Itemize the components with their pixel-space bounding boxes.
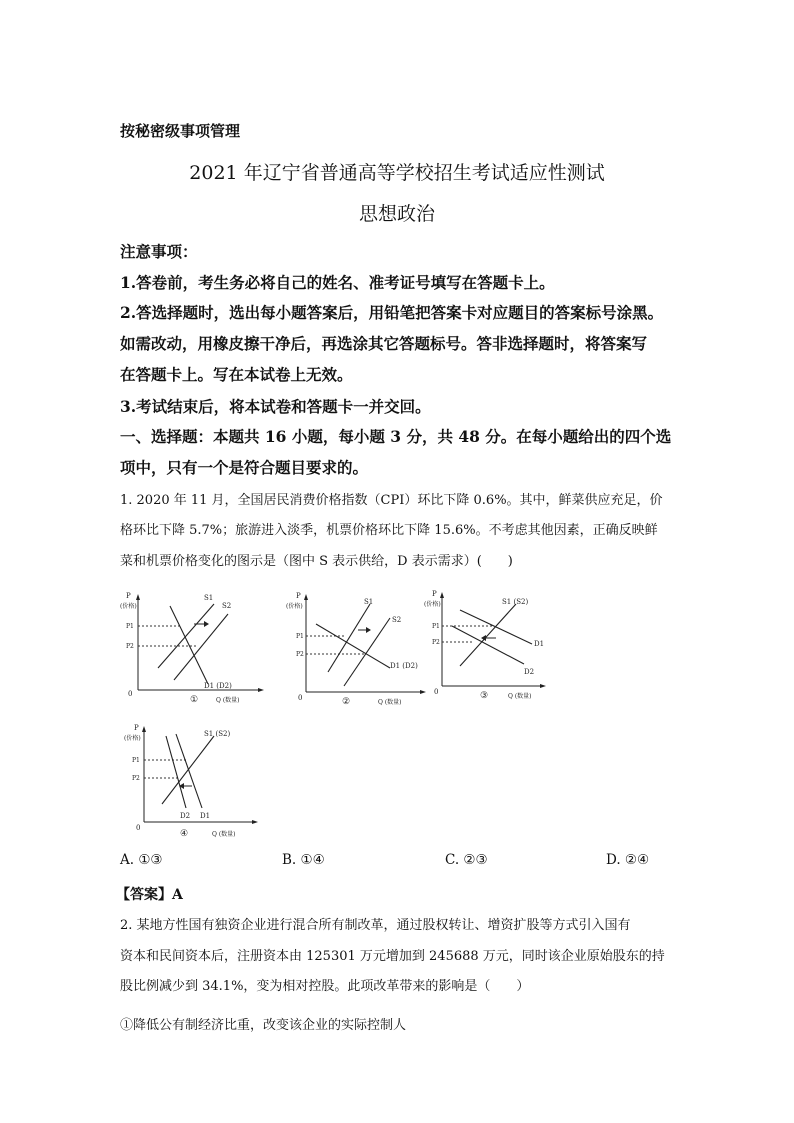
curve-label: S1	[204, 594, 214, 602]
axis-label-p: P	[432, 590, 437, 598]
question-text: 菜和机票价格变化的图示是（图中 S 表示供给，D 表示需求）( )	[120, 554, 513, 569]
curve-label: D1 (D2)	[204, 682, 232, 690]
tick-p2: P2	[126, 643, 134, 650]
curve-label: S2	[222, 602, 232, 610]
question-text: ①降低公有制经济比重，改变该企业的实际控制人	[120, 1018, 407, 1033]
option-a: A. ①③	[120, 852, 163, 868]
axis-label-p: P	[134, 724, 139, 732]
notice-item: 2.答选择题时，选出每小题答案后，用铅笔把答案卡对应题目的答案标号涂黑。	[120, 303, 664, 322]
classification-label: 按秘密级事项管理	[120, 122, 241, 140]
notice-item: 在答题卡上。写在本试卷上无效。	[120, 365, 353, 384]
question-text: 股比例减少到 34.1%，变为相对控股。此项改革带来的影响是（ ）	[120, 979, 530, 994]
graph-id: ②	[342, 697, 351, 707]
tick-p2: P2	[296, 651, 304, 658]
axis-label-p-unit: (价格)	[286, 603, 303, 610]
curve-label: D2	[180, 812, 191, 820]
graph-4	[122, 722, 272, 842]
axis-label-q: Q (数量)	[508, 693, 532, 700]
origin-label: 0	[298, 694, 303, 702]
axis-label-p-unit: (价格)	[124, 735, 141, 742]
axis-label-q: Q (数量)	[378, 699, 402, 706]
axis-label-p-unit: (价格)	[120, 603, 137, 610]
axis-label-p-unit: (价格)	[424, 601, 441, 608]
question-text: 1. 2020 年 11 月，全国居民消费价格指数（CPI）环比下降 0.6%。其中，鲜菜供应充足，价	[120, 493, 663, 508]
section-heading: 一、选择题：本题共 16 小题，每小题 3 分，共 48 分。在每小题给出的四个选	[120, 427, 672, 446]
graph-id: ①	[190, 695, 199, 705]
graph-1	[118, 590, 268, 710]
section-heading: 项中，只有一个是符合题目要求的。	[120, 458, 369, 477]
answer-label: 【答案】A	[116, 887, 183, 903]
graph-3	[420, 588, 570, 708]
axis-label-p: P	[296, 592, 301, 600]
exam-title: 2021 年辽宁省普通高等学校招生考试适应性测试	[189, 162, 605, 184]
notice-item: 如需改动，用橡皮擦干净后，再选涂其它答题标号。答非选择题时，将答案写	[120, 334, 648, 353]
option-d: D. ②④	[606, 852, 650, 868]
graph-id: ③	[480, 691, 489, 701]
tick-p1: P1	[296, 633, 304, 640]
notice-item: 3.考试结束后，将本试卷和答题卡一并交回。	[120, 397, 431, 416]
axis-label-p: P	[126, 592, 131, 600]
question-text: 2. 某地方性国有独资企业进行混合所有制改革，通过股权转让、增资扩股等方式引入国有	[120, 918, 631, 933]
tick-p1: P1	[132, 757, 140, 764]
notice-item: 1.答卷前，考生务必将自己的姓名、准考证号填写在答题卡上。	[120, 273, 555, 292]
curve-label: S1 (S2)	[204, 730, 231, 738]
subject-title: 思想政治	[358, 203, 435, 225]
curve-label: D2	[524, 668, 535, 676]
curve-label: S1 (S2)	[502, 598, 529, 606]
axis-label-q: Q (数量)	[216, 697, 240, 704]
curve-label: D1	[534, 640, 545, 648]
tick-p2: P2	[132, 775, 140, 782]
option-c: C. ②③	[445, 852, 488, 868]
option-b: B. ①④	[282, 852, 325, 868]
notice-heading: 注意事项：	[120, 242, 198, 261]
curve-label: D1 (D2)	[390, 662, 418, 670]
curve-label: S1	[364, 598, 374, 606]
curve-label: S2	[392, 616, 402, 624]
tick-p1: P1	[432, 623, 440, 630]
graph-id: ④	[180, 829, 189, 839]
axis-label-q: Q (数量)	[212, 831, 236, 838]
origin-label: 0	[136, 824, 141, 832]
origin-label: 0	[434, 688, 439, 696]
curve-label: D1	[200, 812, 211, 820]
origin-label: 0	[128, 690, 133, 698]
tick-p1: P1	[126, 623, 134, 630]
question-text: 资本和民间资本后，注册资本由 125301 万元增加到 245688 万元，同时该企业原始股东的持	[120, 949, 665, 964]
tick-p2: P2	[432, 639, 440, 646]
question-text: 格环比下降 5.7%；旅游进入淡季，机票价格环比下降 15.6%。不考虑其他因素，正确反映鲜	[120, 523, 658, 538]
graph-2	[278, 590, 428, 710]
